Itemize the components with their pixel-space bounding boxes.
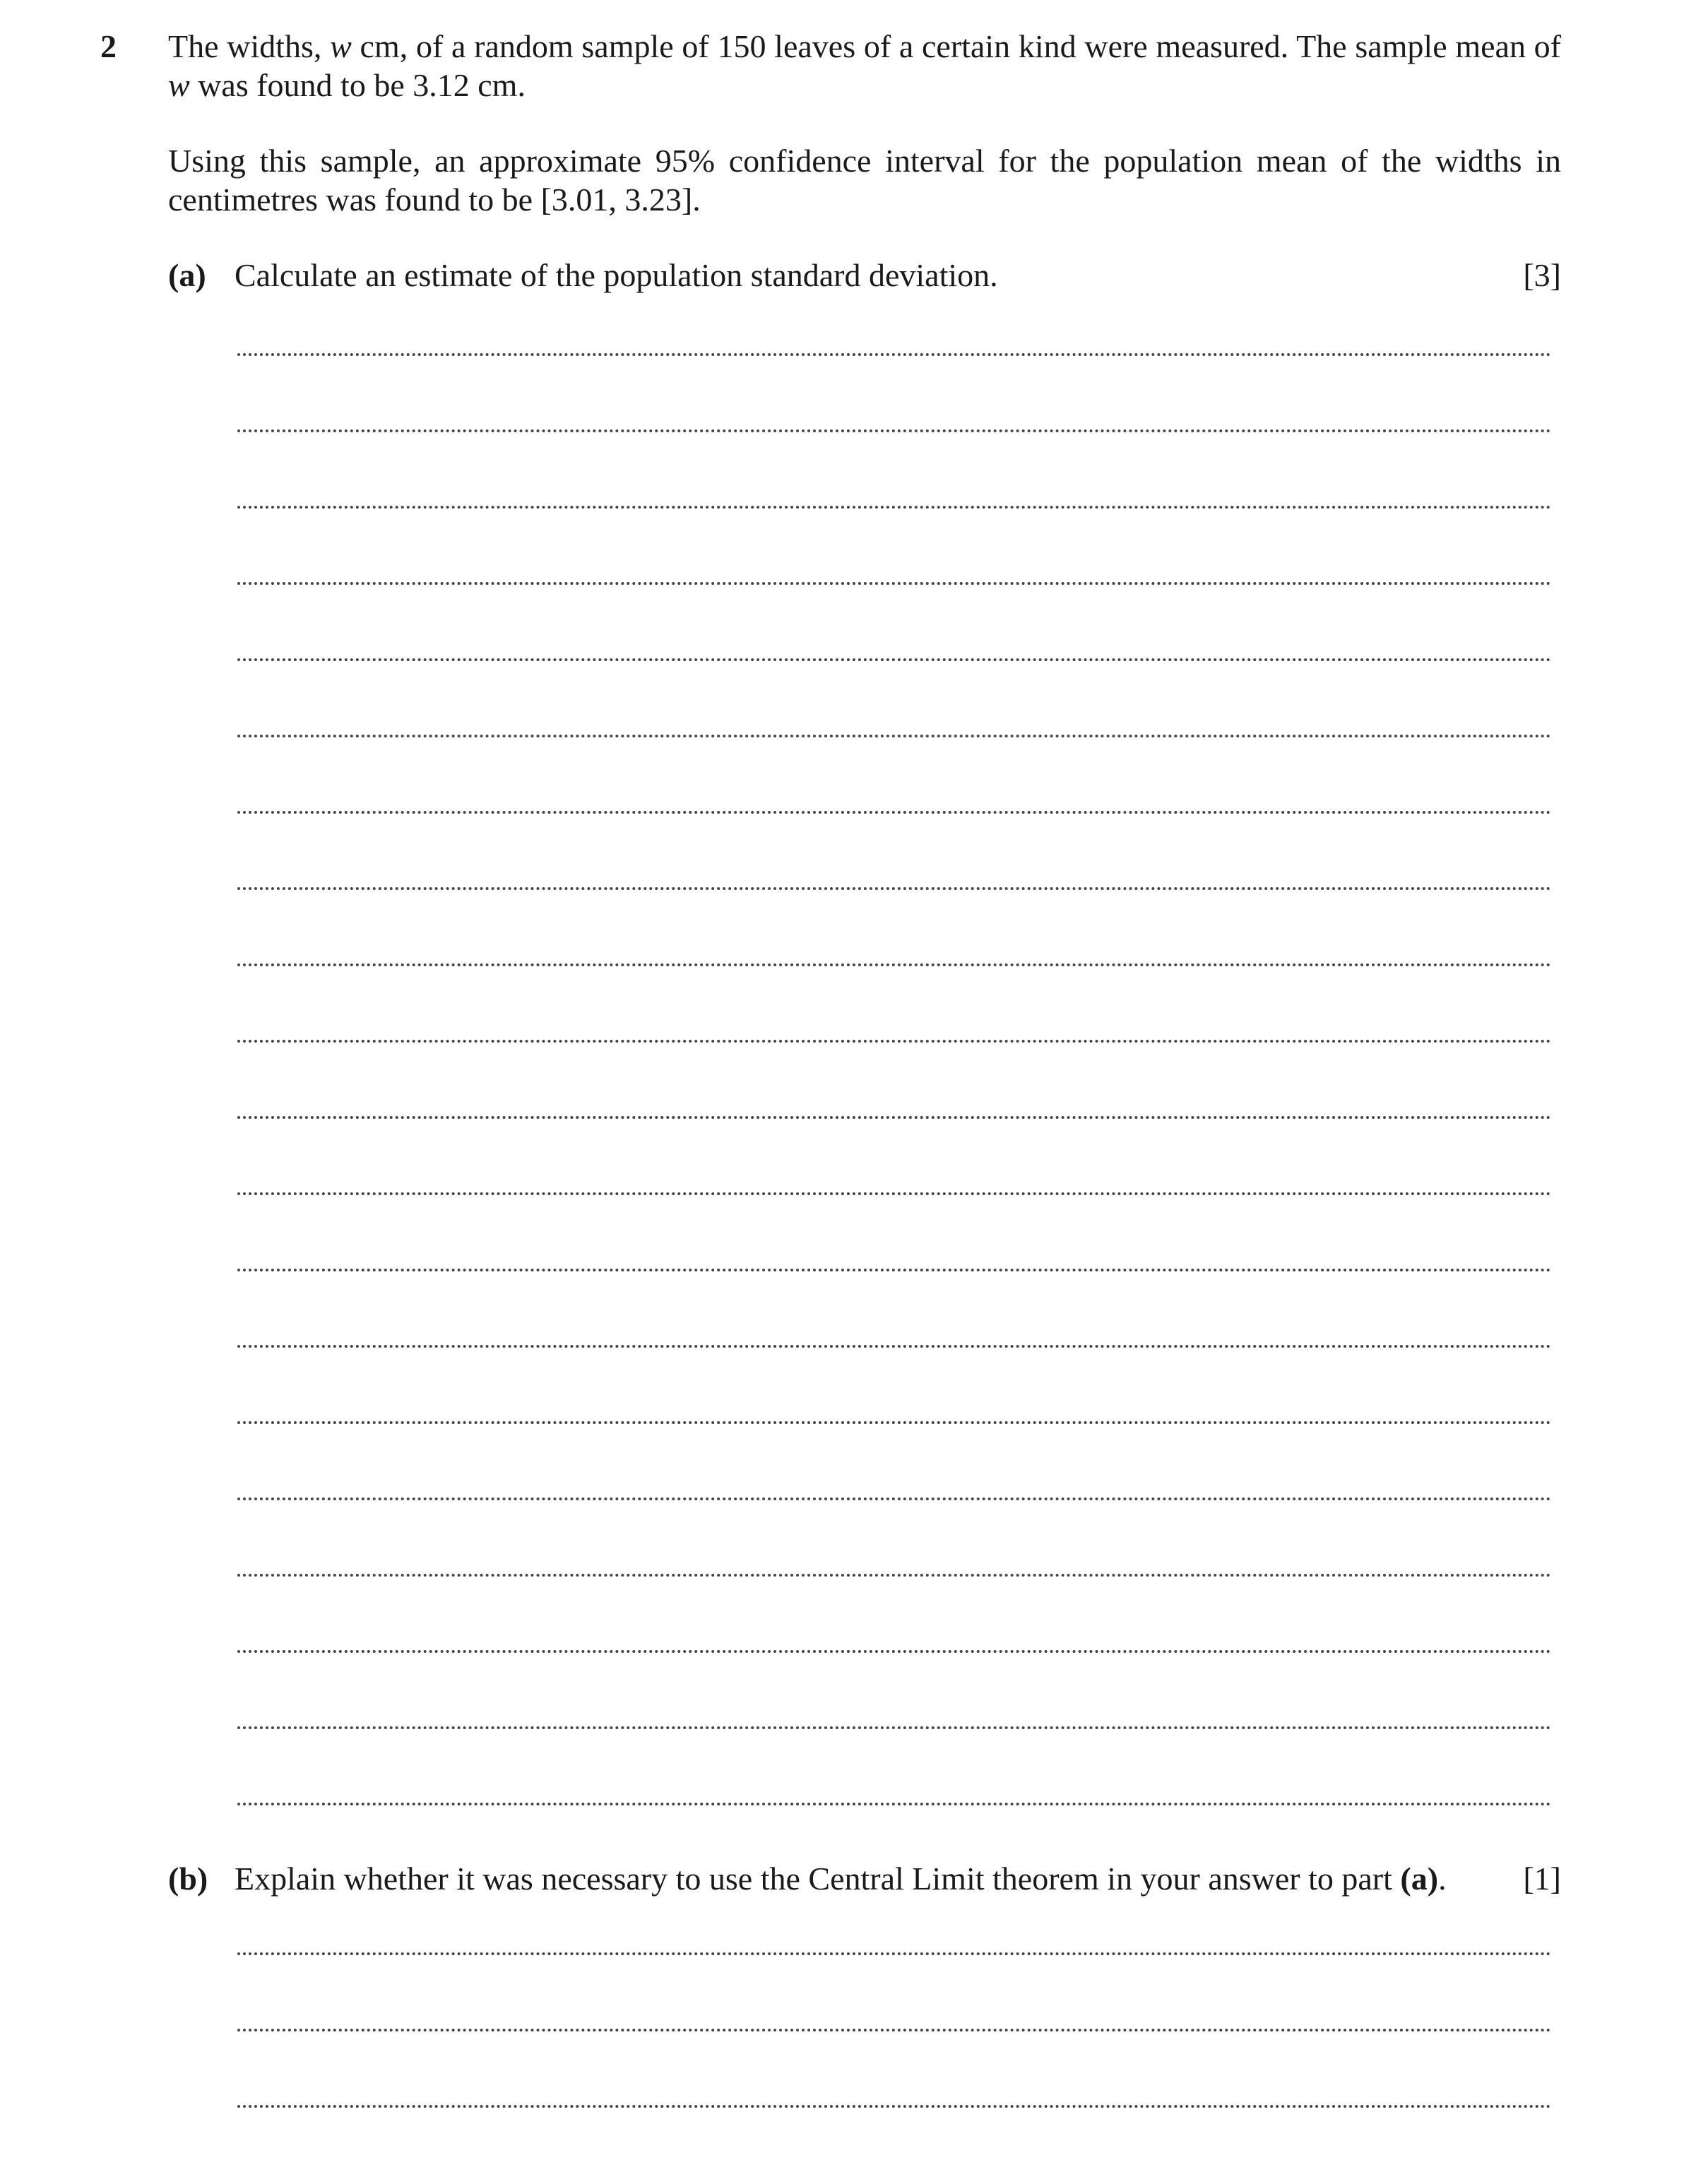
part-a-answer-area[interactable] (237, 316, 1551, 1842)
part-a-answer-line[interactable] (237, 545, 1551, 622)
part-a-answer-line[interactable] (237, 1766, 1551, 1842)
part-a-answer-line[interactable] (237, 1308, 1551, 1384)
part-b-text-ref: (a) (1400, 1861, 1439, 1897)
part-b-label: (b) (168, 1861, 208, 1897)
part-a-answer-line[interactable] (237, 850, 1551, 927)
part-b-answer-area[interactable] (237, 1914, 1551, 2143)
part-b-question-text (235, 1859, 1447, 1899)
part-a-answer-line[interactable] (237, 1537, 1551, 1613)
part-a-answer-line[interactable] (237, 1613, 1551, 1690)
part-a-marks: [3] (1523, 257, 1561, 293)
question-intro-paragraph-2: Using this sample, an approximate 95% confidence interval for the population mean of the widths in centimetres was found to be [3.01, 3.23]. (168, 143, 1561, 218)
part-a-answer-line[interactable] (237, 927, 1551, 1003)
part-a-answer-line[interactable] (237, 698, 1551, 774)
part-a-answer-line[interactable] (237, 1461, 1551, 1537)
part-a-question-text: Calculate an estimate of the population standard deviation. (235, 257, 998, 293)
part-a-answer-line[interactable] (237, 774, 1551, 850)
part-b-answer-line[interactable] (237, 2067, 1551, 2143)
part-a-answer-line[interactable] (237, 1003, 1551, 1079)
question-intro-paragraph-1: The widths, w cm, of a random sample of 150 leaves of a certain kind were measured. The sample mean of w was found to be 3.12 cm. (168, 28, 1561, 103)
part-a-answer-line[interactable] (237, 622, 1551, 698)
part-b-text-after: . (1438, 1861, 1447, 1897)
part-a-answer-line[interactable] (237, 316, 1551, 393)
part-a-answer-line[interactable] (237, 1690, 1551, 1766)
part-b-marks: [1] (1523, 1861, 1561, 1897)
part-a-answer-line[interactable] (237, 469, 1551, 545)
part-a-answer-line[interactable] (237, 1079, 1551, 1156)
part-a-answer-line[interactable] (237, 1156, 1551, 1232)
part-b-answer-line[interactable] (237, 1914, 1551, 1991)
part-b-answer-line[interactable] (237, 1991, 1551, 2067)
part-a-answer-line[interactable] (237, 1384, 1551, 1461)
question-number: 2 (100, 28, 117, 64)
part-b-text-before: Explain whether it was necessary to use the Central Limit theorem in your answer to part (235, 1861, 1401, 1897)
part-a-label: (a) (168, 257, 206, 293)
part-a-answer-line[interactable] (237, 1232, 1551, 1308)
part-a-answer-line[interactable] (237, 393, 1551, 469)
